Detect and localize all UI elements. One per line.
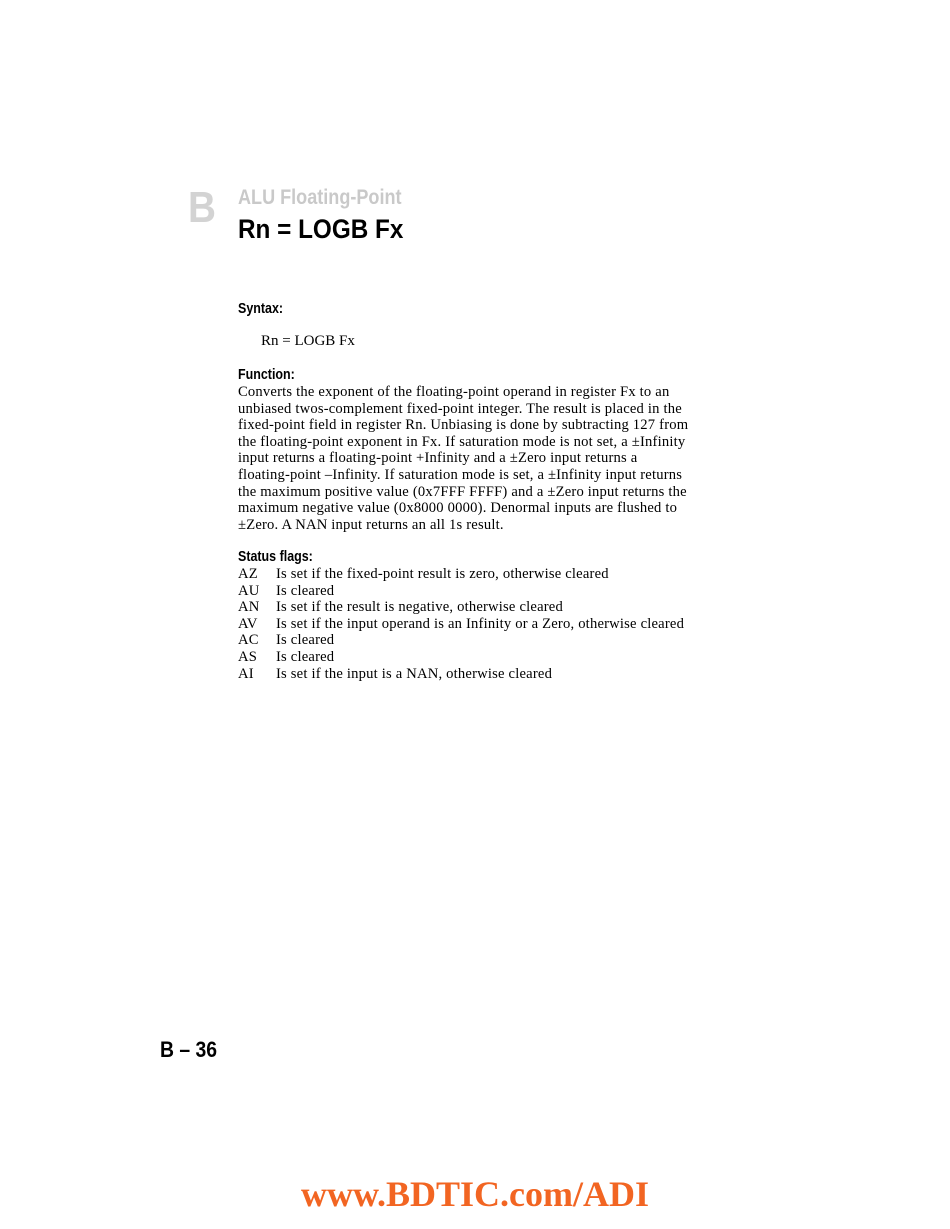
- flag-row-ac: [238, 632, 684, 649]
- function-line: the floating-point exponent in Fx. If saturation mode is not set, a ±Infinity: [238, 433, 686, 450]
- flag-row-au: [238, 583, 684, 600]
- function-line: the maximum positive value (0x7FFF FFFF) and a ±Zero input returns the: [238, 483, 687, 500]
- function-line: input returns a floating-point +Infinity and a ±Zero input returns a: [238, 450, 638, 467]
- flag-row-an: [238, 599, 684, 616]
- appendix-letter: B: [188, 183, 216, 232]
- flag-name: AZ: [238, 566, 258, 582]
- flag-description: Is cleared: [276, 648, 335, 665]
- flag-description: Is set if the result is negative, otherwise cleared: [276, 599, 563, 616]
- flag-name: AU: [238, 582, 260, 599]
- flag-row-ai: [238, 666, 684, 683]
- flag-row-av: [238, 616, 684, 633]
- flag-description: Is set if the fixed-point result is zero, otherwise cleared: [276, 566, 609, 582]
- page-title: Rn = LOGB Fx: [238, 214, 404, 244]
- syntax-heading: Syntax:: [238, 301, 284, 317]
- flag-name: AS: [238, 648, 258, 665]
- function-line: floating-point –Infinity. If saturation mode is set, a ±Infinity input returns: [238, 466, 683, 483]
- flag-name: AI: [238, 665, 254, 682]
- syntax-code: Rn = LOGB Fx: [261, 333, 355, 349]
- status-flags-heading: Status flags:: [238, 549, 313, 565]
- function-line: ±Zero. A NAN input returns an all 1s result.: [238, 516, 504, 533]
- function-line: fixed-point field in register Rn. Unbiasing is done by subtracting 127 from: [238, 417, 689, 434]
- status-flags-list: [238, 566, 684, 682]
- flag-name: AV: [238, 615, 258, 632]
- flag-name: AN: [238, 599, 260, 616]
- function-line: unbiased twos-complement fixed-point integer. The result is placed in the: [238, 400, 682, 417]
- flag-description: Is cleared: [276, 582, 335, 599]
- flag-row-as: [238, 649, 684, 666]
- watermark-link[interactable]: www.BDTIC.com/ADI: [300, 1174, 649, 1214]
- function-description: [238, 384, 738, 533]
- flag-row-az: [238, 566, 684, 583]
- flag-description: Is set if the input is a NAN, otherwise cleared: [276, 665, 553, 682]
- function-heading: Function:: [238, 367, 295, 383]
- flag-description: Is set if the input operand is an Infinity or a Zero, otherwise cleared: [276, 615, 685, 632]
- page-number: B – 36: [160, 1037, 218, 1062]
- function-line: maximum negative value (0x8000 0000). Denormal inputs are flushed to: [238, 500, 678, 517]
- function-line: Converts the exponent of the floating-point operand in register Fx to an: [238, 384, 670, 400]
- flag-description: Is cleared: [276, 632, 335, 649]
- section-label: ALU Floating-Point: [238, 186, 402, 209]
- flag-name: AC: [238, 632, 259, 649]
